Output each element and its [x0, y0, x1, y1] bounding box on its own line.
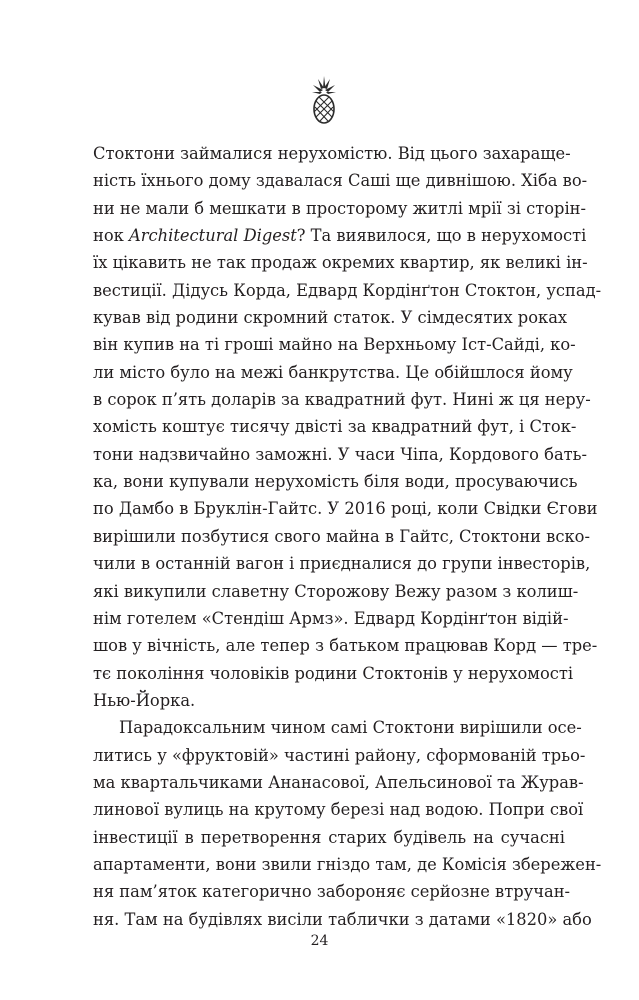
text-line: чили в останній вагон і приєдналися до групи інвесторів, — [93, 554, 591, 574]
text-line: кував від родини скромний статок. У сімдесятих роках — [93, 308, 568, 328]
text-line: ка, вони купували нерухомість біля води, просуваючись — [93, 472, 578, 492]
text-line: ли місто було на межі банкрутства. Це обійшлося йому — [93, 362, 573, 382]
text-line-with-italic: нок Architectural Digest? Та виявилося, що в нерухомості — [93, 226, 587, 246]
text-line: вирішили позбутися свого майна в Гайтс, Стоктони вско- — [93, 526, 590, 546]
body-text — [93, 140, 602, 933]
paragraph-first-line: Парадоксальним чином самі Стоктони вирішили осе- — [119, 718, 582, 738]
text-line: хомість коштує тисячу двісті за квадратний фут, і Сток- — [93, 417, 577, 437]
text-line: він купив на ті гроші майно на Верхньому Іст-Сайді, ко- — [93, 335, 576, 355]
text-line: інвестиції в перетворення старих будівель на сучасні — [93, 827, 565, 847]
text-line: нім готелем «Стендіш Армз». Едвард Кордінґтон відій- — [93, 608, 569, 628]
text-line: вестиції. Дідусь Корда, Едвард Кордінґтон Стоктон, успад- — [93, 280, 602, 300]
text-line: линової вулиць на крутому березі над водою. Попри свої — [93, 800, 584, 820]
pineapple-icon — [310, 74, 338, 126]
page-number: 24 — [310, 933, 329, 949]
text-line: апартаменти, вони звили гніздо там, де Комісія збережен- — [93, 854, 602, 874]
text-line: ни не мали б мешкати в просторому житлі мрії зі сторін- — [93, 198, 587, 218]
text-line: тони надзвичайно заможні. У часи Чіпа, Кордового бать- — [93, 444, 588, 464]
text-line: їх цікавить не так продаж окремих квартир, як великі ін- — [93, 253, 588, 273]
text-line: шов у вічність, але тепер з батьком працював Корд — тре- — [93, 636, 598, 656]
text-line: Стоктони займалися нерухомістю. Від цього захаращe- — [93, 144, 571, 163]
text-line: ня. Там на будівлях висіли таблички з датами «1820» або — [93, 909, 592, 929]
text-line: ма квартальчиками Ананасової, Апельсинової та Журав- — [93, 772, 584, 792]
text-line: які викупили славетну Сторожову Вежу разом з колиш- — [93, 581, 579, 601]
text-line: тє покоління чоловіків родини Стоктонів у нерухомості — [93, 663, 574, 683]
italic-title: Architectural Digest — [129, 226, 297, 246]
text-line: по Дамбо в Бруклін-Гайтс. У 2016 році, коли Свідки Єгови — [93, 499, 598, 519]
text-line: Нью-Йорка. — [93, 690, 196, 710]
text-line: ність їхнього дому здавалася Саші ще дивнішою. Хіба во- — [93, 171, 588, 191]
text-line: в сорок п’ять доларів за квадратний фут. Нині ж ця неру- — [93, 390, 591, 410]
text-line: литись у «фруктовій» частині району, сформованій трьо- — [93, 745, 586, 765]
text-line: ня пам’яток категорично забороняє серйозне втручан- — [93, 882, 571, 902]
